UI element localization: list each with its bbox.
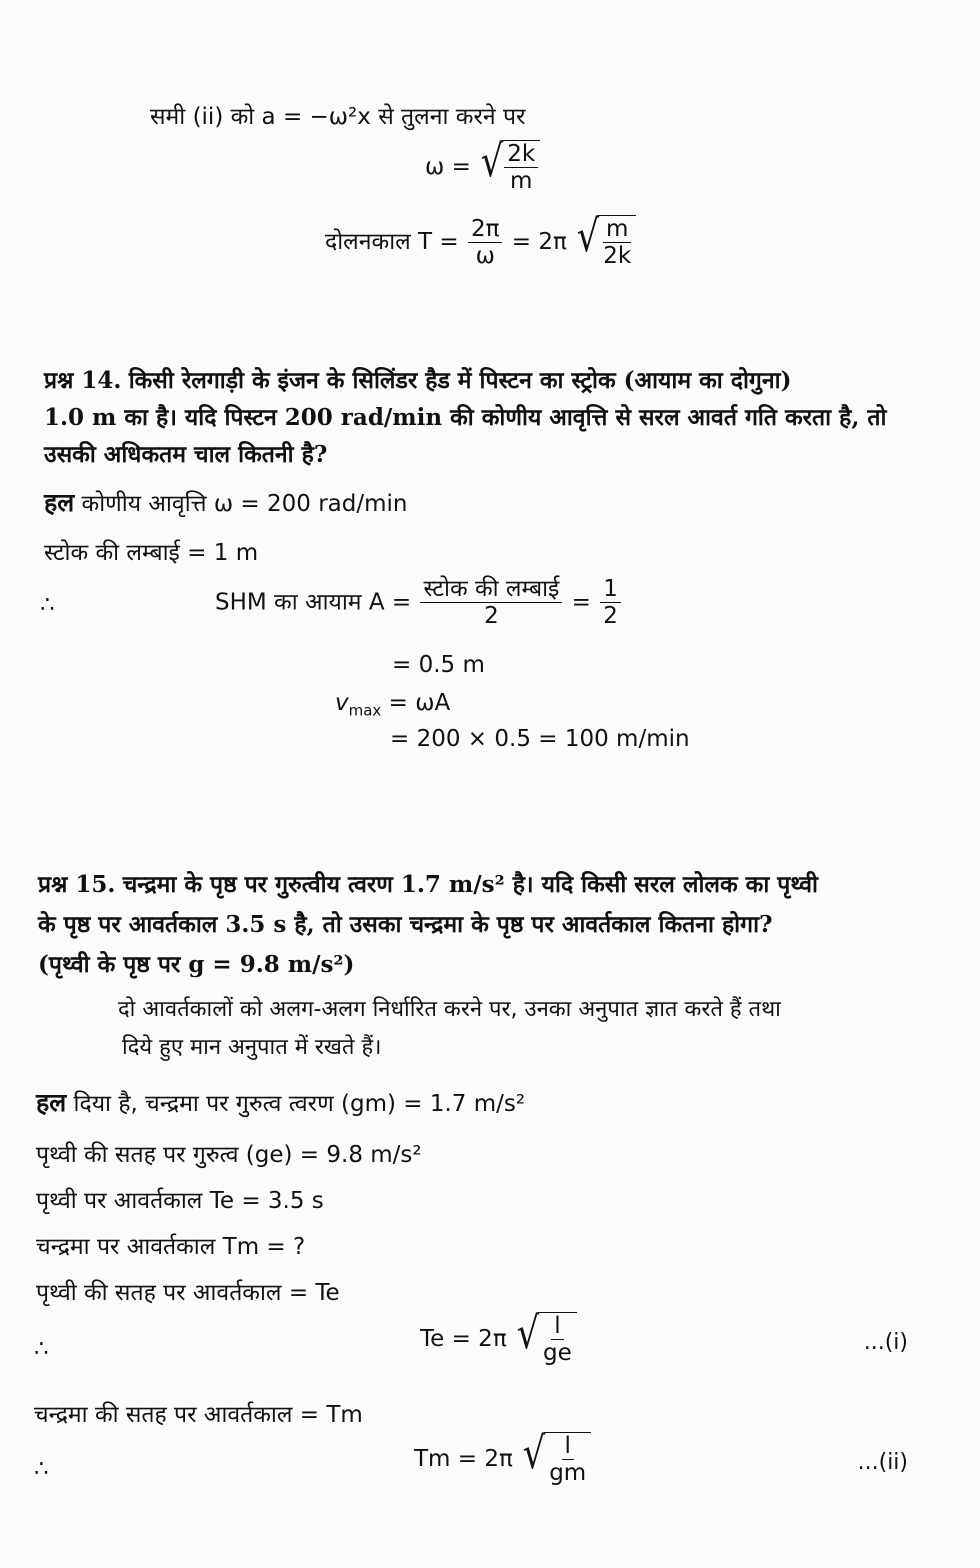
- period-sqrt: √ $\frac{m}{2k}$: [574, 215, 636, 270]
- period-sqrt-num: m: [603, 216, 631, 243]
- omega-den: m: [509, 168, 533, 195]
- q14-sol1: हल कोणीय आवृत्ति ω = 200 rad/min: [44, 488, 408, 517]
- eq2-number: ...(ii): [857, 1450, 908, 1475]
- eq1-num: l: [551, 1313, 563, 1340]
- q14-therefore: ∴: [40, 592, 55, 618]
- q15-s5: पृथ्वी की सतह पर आवर्तकाल = Te: [36, 1280, 340, 1306]
- eq2-lhs: Tm = 2π: [414, 1445, 513, 1472]
- eq1-lhs: Te = 2π: [420, 1325, 507, 1352]
- period-num: 2π: [468, 216, 502, 243]
- omega-equation: [425, 136, 540, 195]
- q15-line2: के पृष्ठ पर आवर्तकाल 3.5 s है, तो उसका चन्द्रमा के पृष्ठ पर आवर्तकाल कितना होगा?: [38, 911, 773, 938]
- q15-s4: चन्द्रमा पर आवर्तकाल Tm = ?: [36, 1234, 306, 1260]
- q14-sol2: स्टोक की लम्बाई = 1 m: [44, 540, 259, 566]
- eq2-num: l: [562, 1433, 574, 1460]
- amp-den: 2: [484, 603, 499, 630]
- eq2-den: gm: [549, 1460, 587, 1487]
- period-equation: [325, 211, 636, 270]
- omega-num: 2k: [504, 141, 538, 168]
- q15-hint1: दो आवर्तकालों को अलग-अलग निर्धारित करने पर, उनका अनुपात ज्ञात करते हैं तथा: [118, 997, 781, 1022]
- q15-hint2: दिये हुए मान अनुपात में रखते हैं।: [122, 1035, 382, 1060]
- eq1: Te = 2π √ $\frac{l}{ge}$: [420, 1312, 577, 1367]
- q15-sol-label: हल: [36, 1088, 67, 1117]
- compare-line: समी (ii) को a = −ω²x से तुलना करने पर: [150, 104, 526, 130]
- half-den: 2: [603, 603, 618, 630]
- q15-therefore-2: ∴: [34, 1456, 49, 1482]
- amp-label: SHM का आयाम A =: [215, 589, 412, 616]
- amp-value: = 0.5 m: [392, 652, 485, 678]
- q15-s1: हल दिया है, चन्द्रमा पर गुरुत्व त्वरण (gm) = 1.7 m/s²: [36, 1088, 526, 1117]
- vmax-value: = 200 × 0.5 = 100 m/min: [390, 726, 690, 752]
- q15-therefore-1: ∴: [34, 1336, 49, 1362]
- period-den: ω: [475, 242, 495, 269]
- q15-s6: चन्द्रमा की सतह पर आवर्तकाल = Tm: [34, 1402, 363, 1428]
- amplitude-equation: SHM का आयाम A = $\frac{\text{स्टोक की लम्बाई}}{2}$ = $\frac{1}{2}$: [215, 576, 623, 630]
- q15-s2: पृथ्वी की सतह पर गुरुत्व (ge) = 9.8 m/s²: [36, 1142, 422, 1168]
- q15-line1: प्रश्न 15. चन्द्रमा के पृष्ठ पर गुरुत्वीय त्वरण 1.7 m/s² है। यदि किसी सरल लोलक का पृथ्वी: [38, 871, 818, 898]
- q15-heading: प्रश्न 15.: [38, 871, 116, 898]
- q14-line3: उसकी अधिकतम चाल कितनी है?: [44, 441, 328, 468]
- vmax-line: $v_{max} = \omega A$: [335, 690, 451, 720]
- eq2: Tm = 2π √ $\frac{l}{gm}$: [414, 1432, 591, 1487]
- q14-heading: प्रश्न 14.: [44, 367, 122, 394]
- q14-line1: प्रश्न 14. किसी रेलगाड़ी के इंजन के सिलिंडर हैड में पिस्टन का स्ट्रोक (आयाम का दोगुना): [44, 367, 792, 394]
- period-mid: = 2π: [511, 228, 567, 255]
- q14-sol-label: हल: [44, 488, 75, 517]
- eq1-number: ...(i): [863, 1330, 908, 1355]
- q15-line3: (पृथ्वी के पृष्ठ पर g = 9.8 m/s²): [38, 951, 355, 978]
- omega-lhs: ω =: [425, 153, 471, 180]
- period-sqrt-den: 2k: [603, 243, 632, 270]
- half-num: 1: [600, 576, 621, 603]
- amp-num: स्टोक की लम्बाई: [420, 576, 562, 603]
- q14-line2: 1.0 m का है। यदि पिस्टन 200 rad/min की कोणीय आवृत्ति से सरल आवर्त गति करता है, तो: [44, 404, 887, 431]
- sqrt-symbol: √: [480, 136, 504, 187]
- omega-sqrt: [478, 136, 540, 195]
- period-label: दोलनकाल T =: [325, 228, 459, 255]
- q15-s3: पृथ्वी पर आवर्तकाल Te = 3.5 s: [36, 1188, 324, 1214]
- eq1-den: ge: [543, 1340, 572, 1367]
